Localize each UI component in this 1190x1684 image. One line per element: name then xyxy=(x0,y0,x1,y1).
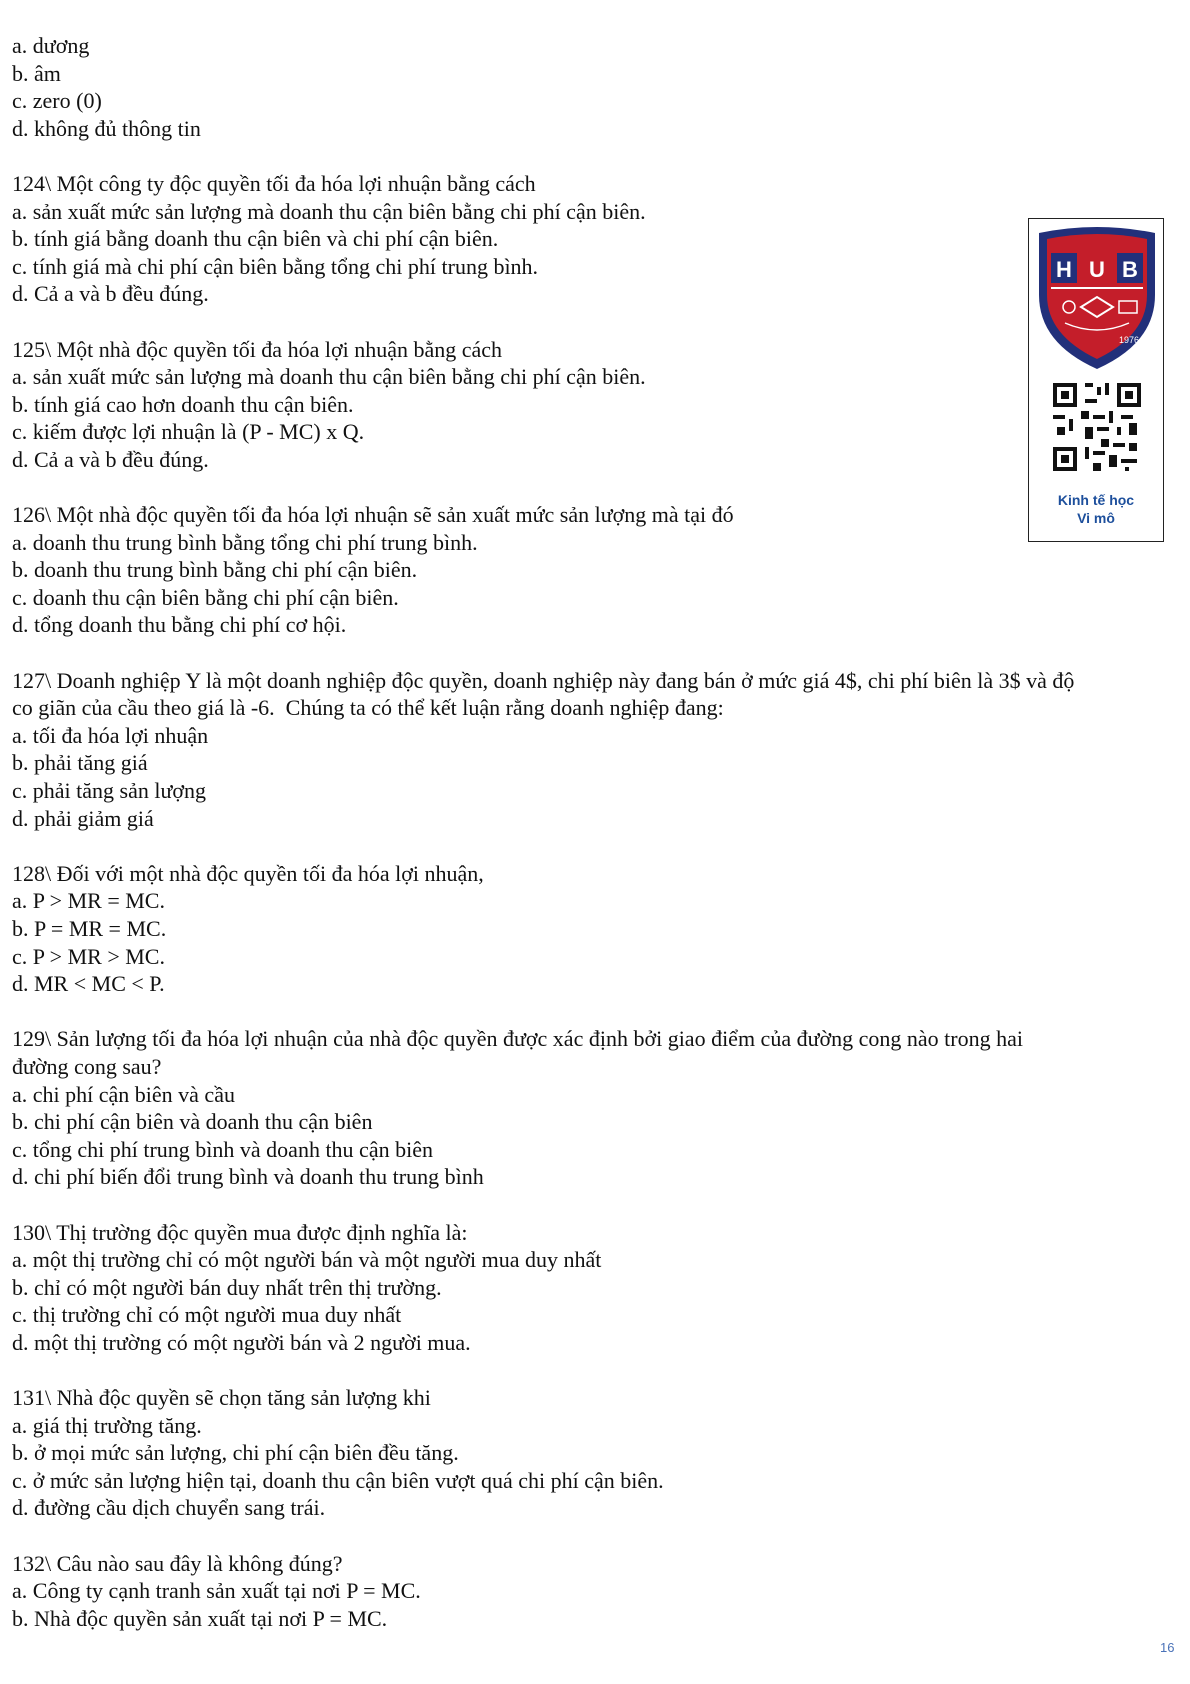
page-number: 16 xyxy=(1160,1640,1175,1655)
answer-option: a. dương xyxy=(12,33,90,58)
answer-option: b. P = MR = MC. xyxy=(12,916,167,941)
answer-option: b. âm xyxy=(12,60,61,86)
question-text: 124\ Một công ty độc quyền tối đa hóa lợi nhuận bằng cách xyxy=(12,170,536,196)
blank-line xyxy=(12,474,1172,502)
answer-option: d. MR < MC < P. xyxy=(12,971,165,997)
question-text: 128\ Đối với một nhà độc quyền tối đa hóa lợi nhuận, xyxy=(12,860,484,886)
answer-option: b. chi phí cận biên và doanh thu cận biên xyxy=(12,1109,373,1135)
answer-option: d. tổng doanh thu bằng chi phí cơ hội. xyxy=(12,612,347,638)
question-text: 127\ Doanh nghiệp Y là một doanh nghiệp độc quyền, doanh nghiệp này đang bán ở mức giá 4$, chi phí biên là 3$ và độ xyxy=(12,667,1075,693)
answer-option: a. tối đa hóa lợi nhuận xyxy=(12,722,209,748)
answer-option: a. Công ty cạnh tranh sản xuất tại nơi P = MC. xyxy=(12,1578,421,1604)
answer-option: co giãn của cầu theo giá là -6. Chúng ta có thể kết luận rằng doanh nghiệp đang: xyxy=(12,695,724,721)
blank-line xyxy=(12,1357,1172,1385)
blank-line xyxy=(12,1522,1172,1550)
answer-option: a. doanh thu trung bình bằng tổng chi phí trung bình. xyxy=(12,529,478,555)
question-text: 125\ Một nhà độc quyền tối đa hóa lợi nhuận bằng cách xyxy=(12,336,503,362)
blank-line xyxy=(12,832,1172,860)
answer-option: a. giá thị trường tăng. xyxy=(12,1412,202,1438)
answer-option: b. phải tăng giá xyxy=(12,750,148,776)
answer-option: c. ở mức sản lượng hiện tại, doanh thu cận biên vượt quá chi phí cận biên. xyxy=(12,1467,664,1493)
answer-option: c. thị trường chỉ có một người mua duy nhất xyxy=(12,1302,402,1328)
blank-line xyxy=(12,1191,1172,1219)
answer-option: a. sản xuất mức sản lượng mà doanh thu cận biên bằng chi phí cận biên. xyxy=(12,364,646,390)
answer-option: d. chi phí biến đổi trung bình và doanh thu trung bình xyxy=(12,1164,484,1190)
answer-option: c. doanh thu cận biên bằng chi phí cận biên. xyxy=(12,584,399,610)
hub-logo-card xyxy=(1028,218,1164,542)
answer-option: a. sản xuất mức sản lượng mà doanh thu cận biên bằng chi phí cận biên. xyxy=(12,198,646,224)
answer-option: c. phải tăng sản lượng xyxy=(12,778,207,804)
question-text: 132\ Câu nào sau đây là không đúng? xyxy=(12,1550,343,1576)
answer-option: c. tổng chi phí trung bình và doanh thu cận biên xyxy=(12,1136,433,1162)
answer-option: b. Nhà độc quyền sản xuất tại nơi P = MC. xyxy=(12,1605,388,1631)
answer-option: b. tính giá cao hơn doanh thu cận biên. xyxy=(12,391,354,417)
blank-line xyxy=(12,142,1172,170)
answer-option: c. kiếm được lợi nhuận là (P - MC) x Q. xyxy=(12,419,365,445)
answer-option: d. một thị trường có một người bán và 2 người mua. xyxy=(12,1329,471,1355)
answer-option: c. P > MR > MC. xyxy=(12,943,165,969)
answer-option: b. chỉ có một người bán duy nhất trên thị trường. xyxy=(12,1274,442,1300)
question-text: 126\ Một nhà độc quyền tối đa hóa lợi nhuận sẽ sản xuất mức sản lượng mà tại đó xyxy=(12,502,734,528)
answer-option: d. đường cầu dịch chuyển sang trái. xyxy=(12,1495,326,1521)
logo-caption-line2: Vi mô xyxy=(1077,510,1115,526)
logo-caption-line1: Kinh tế học xyxy=(1057,492,1135,508)
hub-letter-u: U xyxy=(1089,257,1105,282)
blank-line xyxy=(12,998,1172,1026)
hub-year: 1976 xyxy=(1118,335,1140,345)
answer-option: a. chi phí cận biên và cầu xyxy=(12,1081,235,1107)
question-text: 131\ Nhà độc quyền sẽ chọn tăng sản lượng khi xyxy=(12,1385,431,1411)
answer-option: d. Cả a và b đều đúng. xyxy=(12,281,209,307)
answer-option: d. phải giảm giá xyxy=(12,805,154,831)
question-text: 130\ Thị trường độc quyền mua được định nghĩa là: xyxy=(12,1219,468,1245)
answer-option: b. tính giá bằng doanh thu cận biên và chi phí cận biên. xyxy=(12,226,499,252)
qr-code-icon xyxy=(1049,379,1145,475)
answer-option: c. zero (0) xyxy=(12,88,102,114)
hub-letter-b: B xyxy=(1122,257,1138,282)
blank-line xyxy=(12,308,1172,336)
hub-shield-icon xyxy=(1029,225,1165,375)
answer-option: a. một thị trường chỉ có một người bán và một người mua duy nhất xyxy=(12,1247,602,1273)
answer-option: b. ở mọi mức sản lượng, chi phí cận biên đều tăng. xyxy=(12,1440,459,1466)
answer-option: c. tính giá mà chi phí cận biên bằng tổng chi phí trung bình. xyxy=(12,253,539,279)
answer-option: d. không đủ thông tin xyxy=(12,115,201,141)
answer-option: a. P > MR = MC. xyxy=(12,888,165,914)
answer-option: b. doanh thu trung bình bằng chi phí cận biên. xyxy=(12,557,418,583)
answer-option: đường cong sau? xyxy=(12,1053,162,1079)
document-body xyxy=(12,32,1172,1632)
hub-letter-h: H xyxy=(1056,257,1072,282)
question-text: 129\ Sản lượng tối đa hóa lợi nhuận của nhà độc quyền được xác định bởi giao điểm của đường cong nào trong hai xyxy=(12,1026,1023,1052)
answer-option: d. Cả a và b đều đúng. xyxy=(12,446,209,472)
blank-line xyxy=(12,639,1172,667)
